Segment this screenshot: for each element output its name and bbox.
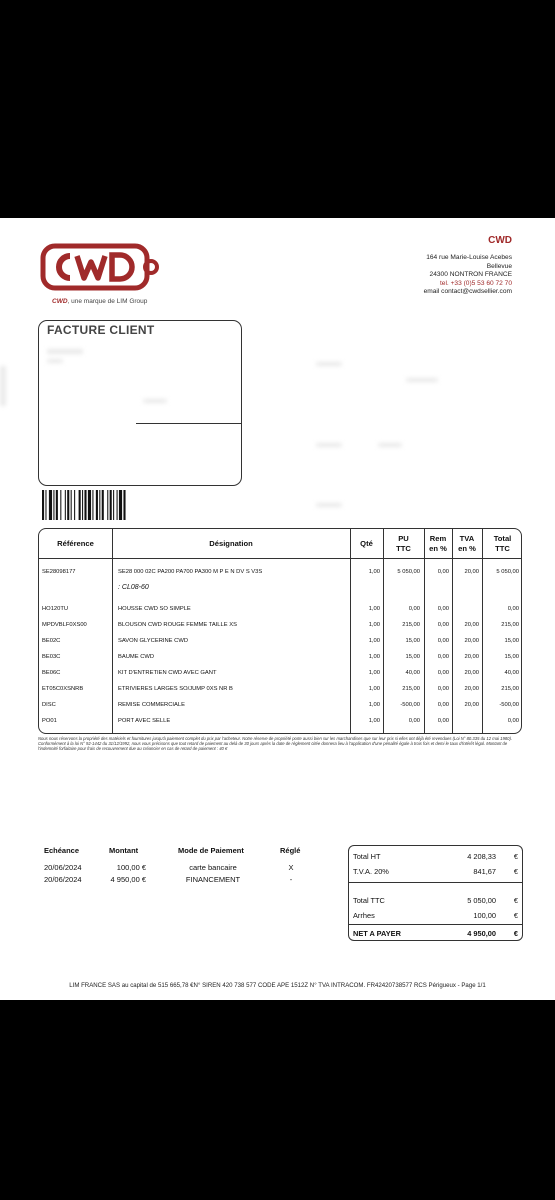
currency-symbol: € xyxy=(513,911,518,920)
cell-designation: KIT D'ENTRETIEN CWD AVEC GANT xyxy=(118,670,217,676)
cell-qte: 1,00 xyxy=(368,654,380,660)
company-info xyxy=(424,234,512,297)
table-row xyxy=(39,618,521,634)
cell-designation: SAVON GLYCERINE CWD xyxy=(118,638,189,644)
pay-cell-regle: X xyxy=(288,863,294,872)
cell-designation: REMISE COMMERCIALE xyxy=(118,702,185,708)
table-header-divider xyxy=(39,558,521,559)
total-ttc-value: 5 050,00 xyxy=(467,896,496,905)
currency-symbol: € xyxy=(513,929,518,938)
cell-tva: 20,00 xyxy=(464,638,479,644)
pay-header-regle: Réglé xyxy=(280,846,301,855)
pay-header-mode: Mode de Paiement xyxy=(178,846,244,855)
col-header-tva: TVA en % xyxy=(458,534,476,553)
scan-artifact xyxy=(0,366,6,406)
company-address-line2: Bellevue xyxy=(486,262,512,270)
cell-designation: SE28 000 02C PA200 PA700 PA300 M P E N DV S V3S xyxy=(118,569,263,575)
total-ttc-label: Total TTC xyxy=(353,896,385,905)
cell-tva: 20,00 xyxy=(464,702,479,708)
cell-pu: 15,00 xyxy=(405,638,420,644)
cell-qte: 1,00 xyxy=(368,718,380,724)
cell-tva: 20,00 xyxy=(464,670,479,676)
col-header-pu: PU TTC xyxy=(396,534,411,553)
cell-reference: DISC xyxy=(42,702,56,708)
cell-designation: BLOUSON CWD ROUGE FEMME TAILLE XS xyxy=(118,622,237,628)
cell-qte: 1,00 xyxy=(368,670,380,676)
cell-tva: 20,00 xyxy=(464,654,479,660)
company-phone: tel. +33 (0)5 53 60 72 70 xyxy=(439,279,512,287)
cell-designation: : CL08-60 xyxy=(118,584,149,591)
table-row xyxy=(39,602,521,618)
cell-total: 40,00 xyxy=(504,670,519,676)
cell-reference: SE28098177 xyxy=(42,569,76,575)
table-row xyxy=(39,714,521,730)
redacted-invoice-detail xyxy=(316,503,342,507)
redacted-invoice-detail xyxy=(378,443,402,447)
col-header-total: Total TTC xyxy=(493,534,512,553)
currency-symbol: € xyxy=(513,852,518,861)
cell-qte: 1,00 xyxy=(368,702,380,708)
cell-total: 0,00 xyxy=(507,606,519,612)
arrhes-label: Arrhes xyxy=(353,911,375,920)
cell-qte: 1,00 xyxy=(368,638,380,644)
totals-divider xyxy=(349,882,522,883)
cell-rem: 0,00 xyxy=(437,718,449,724)
client-box-divider xyxy=(136,423,241,424)
cell-total: -500,00 xyxy=(499,702,519,708)
pay-cell-mode: FINANCEMENT xyxy=(185,875,241,884)
invoice-page xyxy=(0,218,555,1000)
totals-divider xyxy=(349,924,522,925)
brand-tagline xyxy=(52,298,147,305)
table-row xyxy=(39,682,521,698)
invoice-title: FACTURE CLIENT xyxy=(47,323,155,337)
cell-designation: ETRIVIERES LARGES SO/JUMP 0XS NR B xyxy=(118,686,233,692)
cell-tva: 20,00 xyxy=(464,686,479,692)
tva-value: 841,67 xyxy=(473,867,496,876)
cell-pu: 15,00 xyxy=(405,654,420,660)
table-row xyxy=(39,650,521,666)
client-address-box xyxy=(38,320,242,486)
col-header-reference: Référence xyxy=(57,538,94,548)
pay-header-montant: Montant xyxy=(109,846,139,855)
cell-total: 0,00 xyxy=(507,718,519,724)
redacted-client-name xyxy=(47,349,83,354)
currency-symbol: € xyxy=(513,896,518,905)
col-header-rem: Rem en % xyxy=(429,534,447,553)
pay-cell-date: 20/06/2024 xyxy=(44,875,82,884)
tva-label: T.V.A. 20% xyxy=(353,867,389,876)
pay-header-echeance: Echéance xyxy=(44,846,80,855)
cell-total: 215,00 xyxy=(501,686,519,692)
cell-rem: 0,00 xyxy=(437,569,449,575)
table-row xyxy=(39,581,521,597)
cell-designation: PORT AVEC SELLE xyxy=(118,718,171,724)
items-table xyxy=(38,528,522,734)
cell-pu: 215,00 xyxy=(402,686,420,692)
footer-company-legal: LIM FRANCE SAS au capital de 515 665,78 €N° SIREN 420 738 577 CODE APE 1512Z N° TVA INTRACOM. FR42420738577 RCS Périgueux - Page 1/1 xyxy=(69,982,486,989)
pay-cell-montant: 4 950,00 € xyxy=(110,875,146,884)
company-address-line3: 24300 NONTRON FRANCE xyxy=(429,271,512,279)
table-row xyxy=(39,634,521,650)
cell-rem: 0,00 xyxy=(437,702,449,708)
cell-reference: MPDVBLF0XS00 xyxy=(42,622,87,628)
table-row xyxy=(39,666,521,682)
cell-total: 5 050,00 xyxy=(496,569,519,575)
cell-pu: 5 050,00 xyxy=(397,569,420,575)
cell-reference: PO01 xyxy=(42,718,57,724)
cell-pu: 0,00 xyxy=(408,606,420,612)
cell-reference: ET05C0XSNRB xyxy=(42,686,84,692)
cell-rem: 0,00 xyxy=(437,654,449,660)
barcode-icon xyxy=(42,490,172,520)
col-header-qte: Qté xyxy=(360,538,373,548)
net-a-payer-value: 4 950,00 xyxy=(467,929,496,938)
currency-symbol: € xyxy=(513,867,518,876)
col-header-designation: Désignation xyxy=(209,538,253,548)
cell-rem: 0,00 xyxy=(437,686,449,692)
cell-pu: 40,00 xyxy=(405,670,420,676)
company-address-line1: 164 rue Marie-Louise Acebes xyxy=(426,254,512,261)
tagline-brand: CWD xyxy=(52,298,68,305)
redacted-invoice-detail xyxy=(316,362,342,366)
redacted-invoice-detail xyxy=(406,378,438,382)
cell-rem: 0,00 xyxy=(437,670,449,676)
cell-qte: 1,00 xyxy=(368,606,380,612)
redacted-client-line xyxy=(47,359,63,363)
table-row xyxy=(39,565,521,581)
cell-rem: 0,00 xyxy=(437,622,449,628)
pay-cell-date: 20/06/2024 xyxy=(44,863,82,872)
arrhes-value: 100,00 xyxy=(473,911,496,920)
cell-pu: 215,00 xyxy=(402,622,420,628)
redacted-invoice-detail xyxy=(316,443,342,447)
pay-cell-regle: - xyxy=(289,875,293,884)
total-ht-value: 4 208,33 xyxy=(467,852,496,861)
total-ht-label: Total HT xyxy=(353,852,381,861)
cell-tva: 20,00 xyxy=(464,622,479,628)
cell-reference: HO120TU xyxy=(42,606,69,612)
cell-rem: 0,00 xyxy=(437,606,449,612)
cwd-logo-icon xyxy=(40,240,160,300)
cell-rem: 0,00 xyxy=(437,638,449,644)
cell-designation: BAUME CWD xyxy=(118,654,155,660)
cell-qte: 1,00 xyxy=(368,686,380,692)
pay-cell-montant: 100,00 € xyxy=(116,863,146,872)
redacted-client-line xyxy=(143,399,167,403)
cell-reference: BE02C xyxy=(42,638,61,644)
totals-box xyxy=(348,845,523,941)
cell-designation: HOUSSE CWD SO SIMPLE xyxy=(118,606,191,612)
pay-cell-mode: carte bancaire xyxy=(189,863,237,872)
cell-pu: -500,00 xyxy=(400,702,420,708)
company-email: email contact@cwdsellier.com xyxy=(423,288,512,296)
cell-pu: 0,00 xyxy=(408,718,420,724)
tagline-text: , une marque de LIM Group xyxy=(67,298,148,305)
company-name: CWD xyxy=(488,235,512,246)
cell-reference: BE03C xyxy=(42,654,61,660)
cell-total: 15,00 xyxy=(504,638,519,644)
cell-tva: 20,00 xyxy=(464,569,479,575)
table-row xyxy=(39,698,521,714)
cell-reference: BE06C xyxy=(42,670,61,676)
cell-total: 15,00 xyxy=(504,654,519,660)
legal-notice: Nous nous réservons la propriété des matériels et fournitures jusqu'à paiement complet du prix par l'acheteur. Notre réserve de propriété porte aussi bien sur les marchandises que sur leur prix si elles ont déjà été revendues (Loi N° 80.335 du 12 mai 1980). Conformément à la loi N° 92-1442 du 31/12/1992, nous vous précisons que tout retard de paiement au delà de 30 jours après la date de règlement citée donnera lieu à l'application d'une pénalité égale à trois fois et demi le taux d'intérêt légal. Montant de l'indemnité forfaitaire pour frais de recouvrement due au créancier en cas de retard de paiement : 40 € xyxy=(38,736,512,752)
net-a-payer-label: NET A PAYER xyxy=(353,929,401,938)
cell-qte: 1,00 xyxy=(368,622,380,628)
cell-qte: 1,00 xyxy=(368,569,380,575)
cell-total: 215,00 xyxy=(501,622,519,628)
